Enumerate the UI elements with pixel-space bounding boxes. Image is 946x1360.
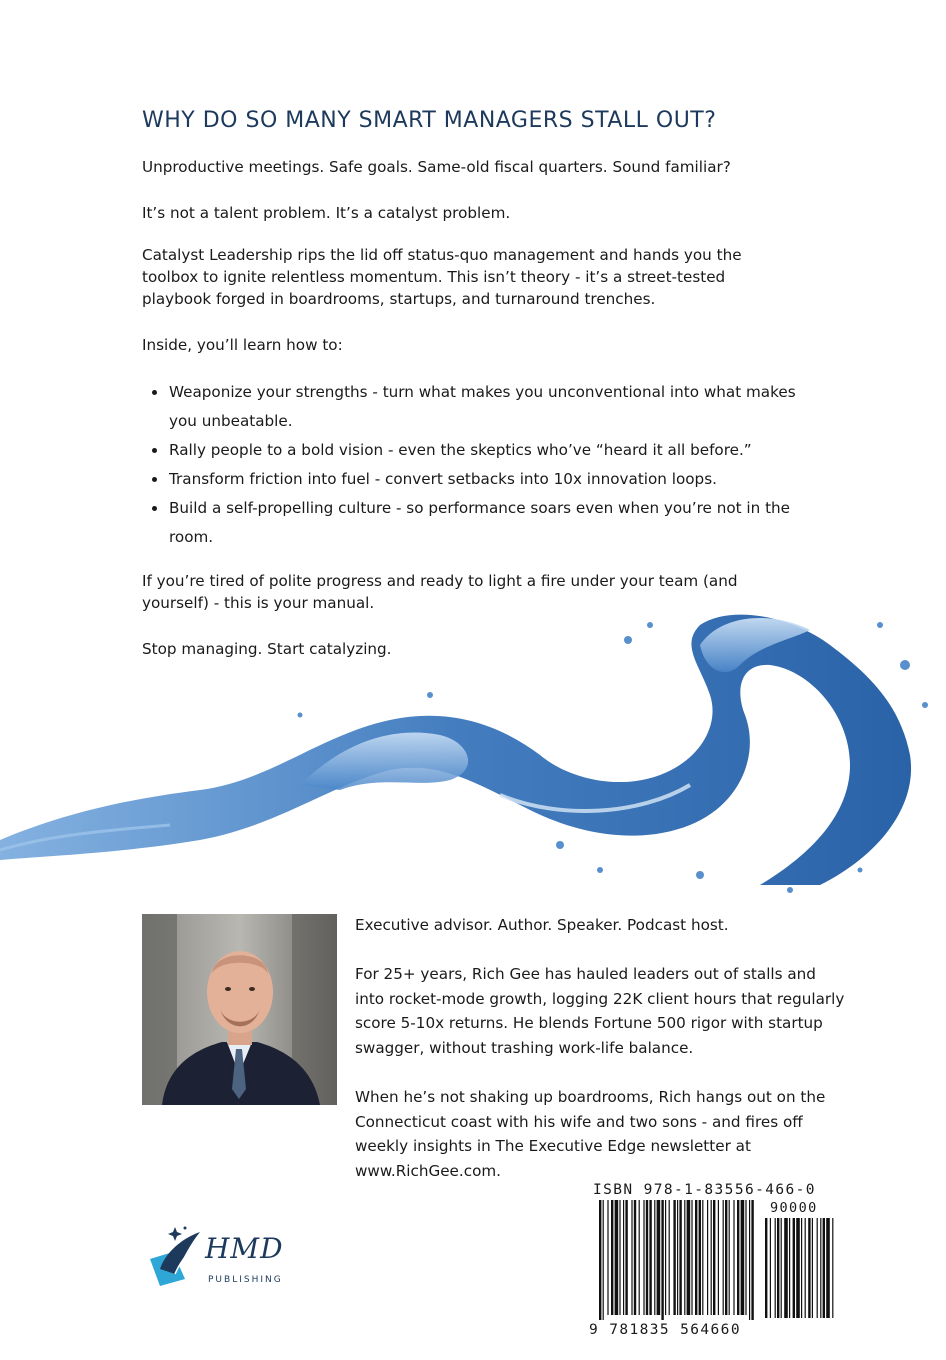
benefit-list [142, 378, 802, 552]
isbn-barcode [575, 1172, 845, 1348]
barcode-bar [729, 1200, 730, 1315]
barcode-bar [711, 1200, 712, 1315]
barcode-bar [713, 1200, 715, 1315]
barcode-bar [643, 1200, 644, 1315]
bio-tagline: Executive advisor. Author. Speaker. Podcast host. [355, 916, 729, 934]
barcode-bar [699, 1200, 701, 1315]
intro-paragraph-2: It’s not a talent problem. It’s a catalyst problem. [142, 204, 511, 222]
addon-barcode-bar [812, 1218, 813, 1318]
headline: WHY DO SO MANY SMART MANAGERS STALL OUT? [142, 108, 717, 133]
bio-paragraph-2: When he’s not shaking up boardrooms, Rich hangs out on the Connecticut coast with his wife and two sons - and fires off weekly insights in The Executive Edge newsletter at www.RichGee.com. [355, 1088, 826, 1180]
barcode-bar [741, 1200, 745, 1315]
intro-paragraph-1: Unproductive meetings. Safe goals. Same-old fiscal quarters. Sound familiar? [142, 158, 731, 176]
publisher-logo-subtext: PUBLISHING [208, 1275, 283, 1285]
list-item: Build a self-propelling culture - so performance soars even when you’re not in the room. [142, 494, 802, 552]
author-photo [142, 914, 337, 1105]
list-item: Rally people to a bold vision - even the skeptics who’ve “heard it all before.” [142, 436, 802, 465]
barcode-bar [654, 1200, 655, 1315]
barcode-bar [625, 1200, 627, 1315]
barcode-bar [661, 1200, 663, 1320]
barcode-bar [749, 1200, 750, 1320]
water-splash-image [0, 585, 946, 905]
barcode-bar [631, 1200, 632, 1315]
addon-barcode-bar [781, 1218, 782, 1318]
addon-barcode-bar [796, 1218, 800, 1318]
addon-barcode-bar [789, 1218, 790, 1318]
addon-barcode-bar [777, 1218, 779, 1318]
bio-paragraph-1: For 25+ years, Rich Gee has hauled leaders out of stalls and into rocket-mode growth, logging 22K client hours that regularly score 5-10x returns. He blends Fortune 500 rigor with startup swagger, without trashing work-life balance. [355, 965, 845, 1057]
barcode-bar [634, 1200, 636, 1315]
barcode-bar [657, 1200, 661, 1315]
barcode-bar [649, 1200, 651, 1315]
barcode-bar [677, 1200, 678, 1315]
addon-barcode-bar [832, 1218, 833, 1318]
addon-barcode-bar [826, 1218, 830, 1318]
barcode-bar [623, 1200, 624, 1315]
addon-barcode-bar [770, 1218, 771, 1318]
barcode-bar [611, 1200, 613, 1315]
barcode-bar [725, 1200, 727, 1315]
closing-paragraph: If you’re tired of polite progress and ready to light a fire under your team (and yourself) - this is your manual. [142, 572, 738, 612]
barcode-bar [669, 1200, 670, 1315]
addon-barcode-bar [784, 1218, 788, 1318]
barcode-bar [665, 1200, 666, 1315]
barcode-bar [695, 1200, 697, 1315]
barcode-bar [687, 1200, 691, 1315]
barcode-bar [615, 1200, 619, 1315]
addon-barcode-bar [765, 1218, 767, 1318]
barcode-bar [707, 1200, 708, 1315]
barcode-bar [723, 1200, 724, 1315]
barcode-bar [599, 1200, 601, 1320]
barcode-bar [607, 1200, 608, 1315]
list-item: Transform friction into fuel - convert setbacks into 10x innovation loops. [142, 465, 802, 494]
barcode-bar [691, 1200, 692, 1315]
isbn-number: ISBN 978-1-83556-466-0 [593, 1182, 816, 1198]
addon-barcode-bar [820, 1218, 821, 1318]
publisher-logo-text: HMD [205, 1232, 284, 1265]
addon-barcode-bar [805, 1218, 806, 1318]
barcode-bar [619, 1200, 620, 1315]
addon-barcode-bar [801, 1218, 802, 1318]
addon-barcode-bar [808, 1218, 810, 1318]
addon-barcode-bar [823, 1218, 825, 1318]
bullet-dot-icon [152, 448, 157, 453]
addon-barcode-bar [817, 1218, 818, 1318]
tagline: Stop managing. Start catalyzing. [142, 640, 392, 658]
addon-barcode-bar [775, 1218, 776, 1318]
bullet-dot-icon [152, 477, 157, 482]
barcode-bar [733, 1200, 734, 1315]
addon-barcode-bar [793, 1218, 795, 1318]
barcode-bar [646, 1200, 648, 1315]
barcode-bar [673, 1200, 675, 1315]
bullet-dot-icon [152, 390, 157, 395]
barcode-bar [603, 1200, 604, 1320]
intro-paragraph-3: Catalyst Leadership rips the lid off status-quo management and hands you the toolbox to ignite relentless momentum. This isn’t theory - it’s a street-tested playbook forged in boardrooms, startups, and turnaround trenches. [142, 246, 742, 308]
barcode-bar [718, 1200, 719, 1315]
price-code: 90000 [770, 1200, 818, 1216]
barcode-bar [702, 1200, 703, 1315]
barcode-bar [639, 1200, 640, 1315]
barcode-bar [737, 1200, 739, 1315]
barcode-bar [751, 1200, 753, 1320]
barcode-bar [684, 1200, 685, 1315]
list-item: Weaponize your strengths - turn what makes you unconventional into what makes you unbeatable. [142, 378, 802, 436]
ean-number: 9 781835 564660 [589, 1322, 741, 1338]
barcode-bar [679, 1200, 681, 1315]
bullet-dot-icon [152, 506, 157, 511]
addon-barcode-bars [765, 1218, 835, 1320]
intro-paragraph-4: Inside, you’ll learn how to: [142, 336, 343, 354]
barcode-bars [599, 1200, 759, 1320]
barcode-bar [745, 1200, 746, 1315]
